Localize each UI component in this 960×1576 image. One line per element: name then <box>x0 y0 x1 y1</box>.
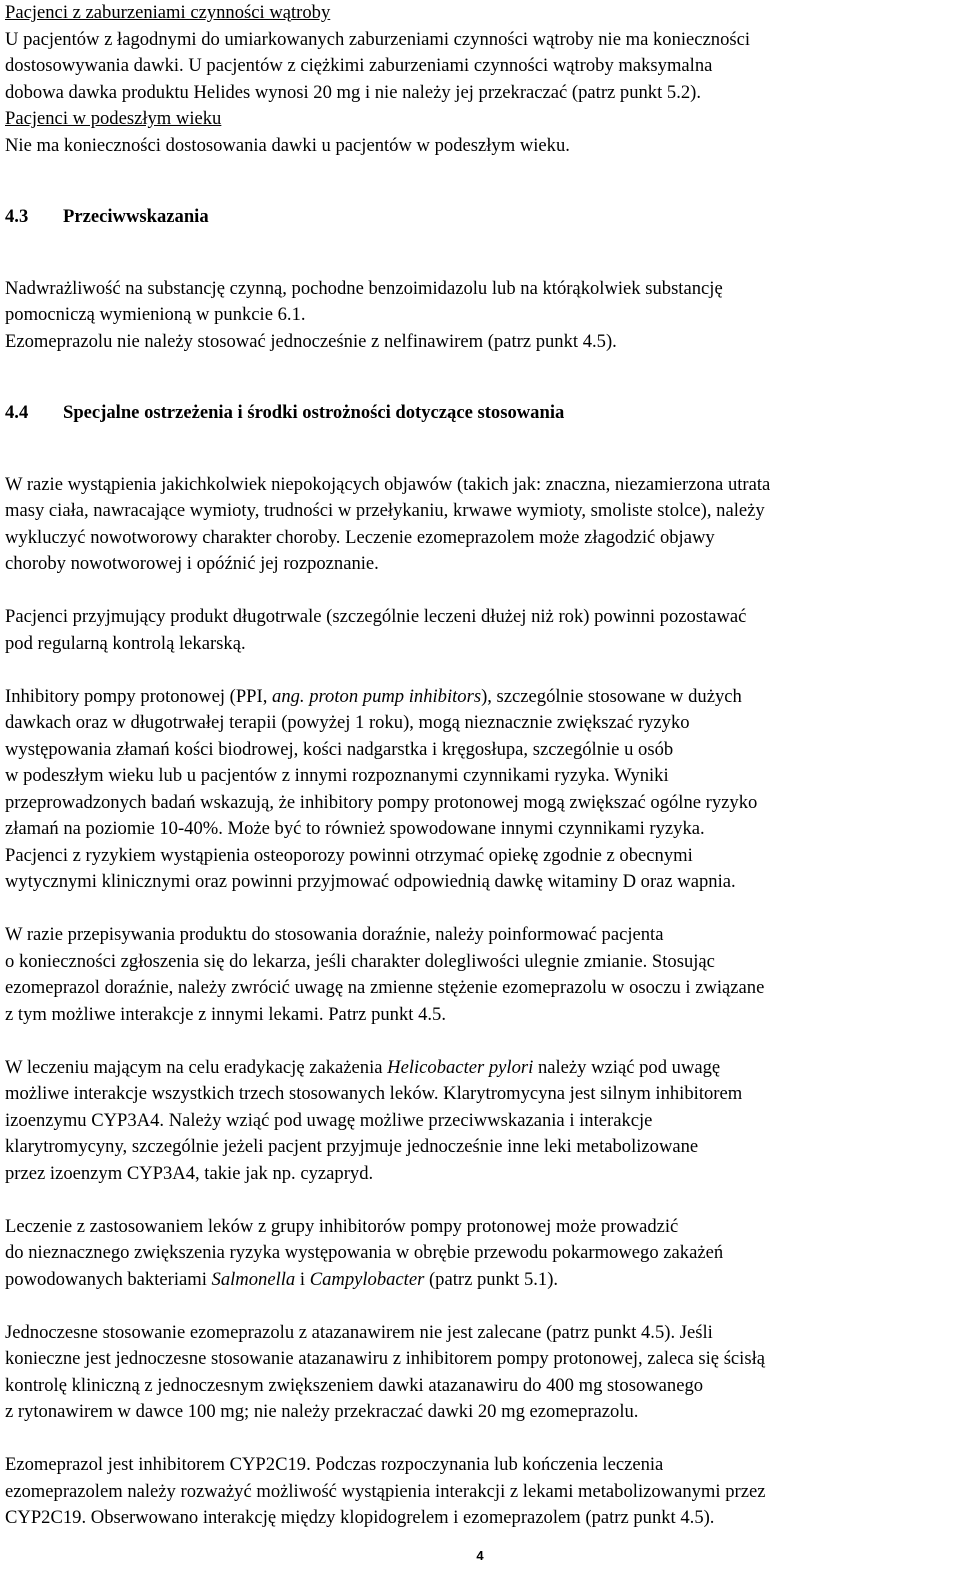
italic-run: Helicobacter pylori <box>387 1056 534 1078</box>
hepatic-line-3: dobowa dawka produktu Helides wynosi 20 mg i nie należy jej przekraczać (patrz punkt 5.2). <box>5 81 702 103</box>
paragraph-3-line: złamań na poziomie 10-40%. Może być to również spowodowane innymi czynnikami ryzyka. <box>5 818 705 840</box>
italic-run: proton pump inhibitors <box>309 685 482 707</box>
paragraph-3-line: wytycznymi klinicznymi oraz powinni przyjmować odpowiednią dawkę witaminy D oraz wapnia. <box>5 871 736 893</box>
section-4-3-number: 4.3 <box>5 206 29 228</box>
hepatic-impairment-block <box>5 0 955 106</box>
italic-run: Salmonella <box>211 1268 296 1290</box>
section-4-3-title: Przeciwwskazania <box>63 206 209 228</box>
section-4-3 <box>5 204 955 355</box>
contraindication-line-1: Nadwrażliwość na substancję czynną, pochodne benzoimidazolu lub na którąkolwiek substancję <box>5 277 723 299</box>
paragraph-4-line: o konieczności zgłoszenia się do lekarza, jeśli charakter dolegliwości ulegnie zmianie. Stosując <box>5 950 715 972</box>
paragraph-5-line: możliwe interakcje wszystkich trzech stosowanych leków. Klarytromycyna jest silnym inhibitorem <box>5 1083 743 1105</box>
elderly-block <box>5 106 955 159</box>
hepatic-line-2: dostosowywania dawki. U pacjentów z ciężkimi zaburzeniami czynności wątroby maksymalna <box>5 55 713 76</box>
paragraph-3-line: w podeszłym wieku lub u pacjentów z innymi rozpoznanymi czynnikami ryzyka. Wyniki <box>5 765 669 787</box>
section-4-4-number: 4.4 <box>5 402 29 424</box>
document-page <box>5 0 955 1532</box>
italic-run: ang. <box>272 685 305 707</box>
paragraph-5-line: klarytromycyny, szczególnie jeżeli pacjent przyjmuje jednocześnie inne leki metabolizowane <box>5 1136 699 1158</box>
section-4-4 <box>5 400 955 1532</box>
spacer <box>5 249 955 276</box>
elderly-heading: Pacjenci w podeszłym wieku <box>5 108 222 129</box>
text-run: powodowanych bakteriami <box>5 1268 212 1290</box>
paragraph-6 <box>5 1214 955 1294</box>
paragraph-7-line: konieczne jest jednoczesne stosowanie atazanawiru z inhibitorem pompy protonowej, zaleca się ścisłą <box>5 1348 766 1370</box>
spacer <box>5 159 955 186</box>
paragraph-3-line: występowania złamań kości biodrowej, kości nadgarstka i kręgosłupa, szczególnie u osób <box>5 738 674 760</box>
text-run: W leczeniu mającym na celu eradykację zakażenia <box>5 1056 388 1078</box>
paragraph-8-line: CYP2C19. Obserwowano interakcję między klopidogrelem i ezomeprazolem (patrz punkt 4.5). <box>5 1507 715 1529</box>
paragraph-7-line: z rytonawirem w dawce 100 mg; nie należy przekraczać dawki 20 mg ezomeprazolu. <box>5 1401 639 1423</box>
paragraph-1-line: choroby nowotworowej i opóźnić jej rozpoznanie. <box>5 553 379 575</box>
paragraph-3 <box>5 684 955 896</box>
paragraph-8 <box>5 1452 955 1532</box>
text-run: (patrz punkt 5.1). <box>424 1268 559 1290</box>
section-4-3-heading <box>5 204 955 231</box>
paragraph-7 <box>5 1320 955 1426</box>
paragraph-2 <box>5 604 955 657</box>
spacer <box>5 1293 955 1320</box>
paragraph-7-line: Jednoczesne stosowanie ezomeprazolu z atazanawirem nie jest zalecane (patrz punkt 4.5). Jeśli <box>5 1321 713 1343</box>
page-number: 4 <box>476 1548 484 1563</box>
spacer <box>5 896 955 923</box>
spacer <box>5 1426 955 1453</box>
paragraph-3-line: przeprowadzonych badań wskazują, że inhibitory pompy protonowej mogą zwiększać ogólne ryzyko <box>5 791 758 813</box>
paragraph-5-line <box>5 1055 955 1082</box>
paragraph-3-line: Pacjenci z ryzykiem wystąpienia osteoporozy powinni otrzymać opiekę zgodnie z obecnymi <box>5 844 693 866</box>
text-run: ), szczególnie stosowane w dużych <box>481 685 742 707</box>
text-run: i <box>295 1268 310 1290</box>
paragraph-1-line: wykluczyć nowotworowy charakter choroby. Leczenie ezomeprazolem może złagodzić objawy <box>5 526 715 548</box>
paragraph-3-line <box>5 684 955 711</box>
elderly-line: Nie ma konieczności dostosowania dawki u pacjentów w podeszłym wieku. <box>5 134 570 156</box>
contraindication-line-2: pomocniczą wymienioną w punkcie 6.1. <box>5 304 306 326</box>
spacer <box>5 578 955 605</box>
italic-run: Campylobacter <box>309 1268 425 1290</box>
spacer <box>5 355 955 382</box>
paragraph-1-line: W razie wystąpienia jakichkolwiek niepokojących objawów (takich jak: znaczna, niezamierzona utrata <box>5 473 771 495</box>
paragraph-7-line: kontrolę kliniczną z jednoczesnym zwiększeniem dawki atazanawiru do 400 mg stosowanego <box>5 1374 704 1396</box>
paragraph-8-line: ezomeprazolem należy rozważyć możliwość wystąpienia interakcji z lekami metabolizowanymi przez <box>5 1480 766 1502</box>
paragraph-4-line: ezomeprazol doraźnie, należy zwrócić uwagę na zmienne stężenie ezomeprazolu w osoczu i związane <box>5 977 765 999</box>
paragraph-2-line: pod regularną kontrolą lekarską. <box>5 632 246 654</box>
paragraph-5 <box>5 1055 955 1188</box>
paragraph-1-line: masy ciała, nawracające wymioty, trudności w przełykaniu, krwawe wymioty, smoliste stolce), należy <box>5 500 765 522</box>
paragraph-5-line: izoenzymu CYP3A4. Należy wziąć pod uwagę możliwe przeciwwskazania i interakcje <box>5 1109 653 1131</box>
paragraph-4 <box>5 922 955 1028</box>
spacer <box>5 445 955 472</box>
paragraph-4-line: W razie przepisywania produktu do stosowania doraźnie, należy poinformować pacjenta <box>5 924 664 946</box>
paragraph-8-line: Ezomeprazol jest inhibitorem CYP2C19. Podczas rozpoczynania lub kończenia leczenia <box>5 1454 664 1476</box>
paragraph-6-line <box>5 1267 955 1294</box>
text-run: należy wziąć pod uwagę <box>533 1056 721 1078</box>
text-run: Inhibitory pompy protonowej (PPI, <box>5 685 273 707</box>
section-4-4-title: Specjalne ostrzeżenia i środki ostrożności dotyczące stosowania <box>63 402 565 424</box>
paragraph-3-line: dawkach oraz w długotrwałej terapii (powyżej 1 roku), mogą nieznacznie zwiększać ryzyko <box>5 712 690 734</box>
paragraph-5-line: przez izoenzym CYP3A4, takie jak np. cyzapryd. <box>5 1162 374 1184</box>
paragraph-2-line: Pacjenci przyjmujący produkt długotrwale (szczególnie leczeni dłużej niż rok) powinni pozostawać <box>5 606 747 628</box>
section-4-4-heading <box>5 400 955 427</box>
paragraph-4-line: z tym możliwe interakcje z innymi lekami. Patrz punkt 4.5. <box>5 1003 446 1025</box>
paragraph-1 <box>5 472 955 578</box>
paragraph-6-line: do nieznacznego zwiększenia ryzyka występowania w obrębie przewodu pokarmowego zakażeń <box>5 1242 724 1264</box>
hepatic-line-1: U pacjentów z łagodnymi do umiarkowanych zaburzeniami czynności wątroby nie ma konieczności <box>5 28 751 50</box>
contraindication-line-3: Ezomeprazolu nie należy stosować jednocześnie z nelfinawirem (patrz punkt 4.5). <box>5 330 617 352</box>
hepatic-heading: Pacjenci z zaburzeniami czynności wątroby <box>5 2 331 23</box>
paragraph-6-line: Leczenie z zastosowaniem leków z grupy inhibitorów pompy protonowej może prowadzić <box>5 1215 679 1237</box>
spacer <box>5 657 955 684</box>
spacer <box>5 1187 955 1214</box>
spacer <box>5 1028 955 1055</box>
